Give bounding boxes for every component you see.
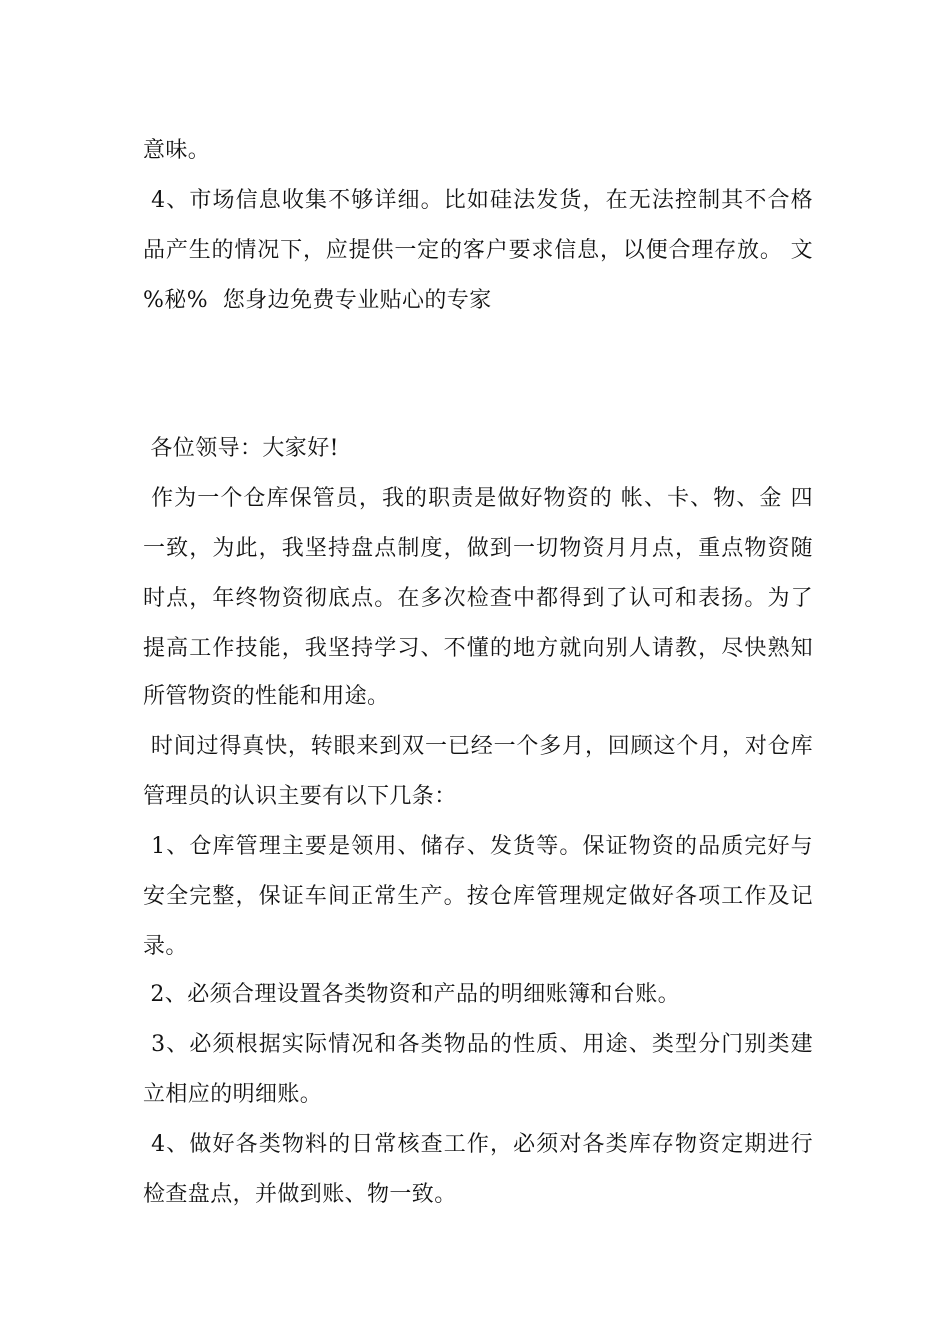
- greeting-line: 各位领导：大家好!: [143, 436, 339, 461]
- text-line: 品产生的情况下，应提供一定的客户要求信息，以便合理存放。 文: [143, 238, 813, 263]
- text-line: 一致，为此，我坚持盘点制度，做到一切物资月月点，重点物资随: [143, 536, 813, 561]
- text-line: 4、做好各类物料的日常核查工作，必须对各类库存物资定期进行: [143, 1132, 813, 1157]
- text-line: 1、仓库管理主要是领用、储存、发货等。保证物资的品质完好与: [143, 834, 813, 859]
- text-line: 所管物资的性能和用途。: [143, 684, 390, 709]
- text-line: 作为一个仓库保管员，我的职责是做好物资的 帐、卡、物、金 四: [143, 486, 813, 511]
- text-line: 立相应的明细账。: [143, 1082, 323, 1107]
- text-line: 检查盘点，并做到账、物一致。: [143, 1182, 457, 1207]
- text-line: 2、必须合理设置各类物资和产品的明细账簿和台账。: [143, 982, 680, 1007]
- text-line: 录。: [143, 934, 188, 959]
- text-line: 提高工作技能，我坚持学习、不懂的地方就向别人请教，尽快熟知: [143, 636, 813, 661]
- text-line: 时间过得真快，转眼来到双一已经一个多月，回顾这个月，对仓库: [143, 734, 813, 759]
- text-line: 管理员的认识主要有以下几条：: [143, 784, 457, 809]
- text-line: %秘% 您身边免费专业贴心的专家: [143, 288, 492, 313]
- text-line: 时点，年终物资彻底点。在多次检查中都得到了认可和表扬。为了: [143, 586, 813, 611]
- text-line: 4、市场信息收集不够详细。比如硅法发货，在无法控制其不合格: [143, 188, 813, 213]
- text-line: 安全完整，保证车间正常生产。按仓库管理规定做好各项工作及记: [143, 884, 813, 909]
- text-line: 意味。: [143, 138, 211, 163]
- text-line: 3、必须根据实际情况和各类物品的性质、用途、类型分门别类建: [143, 1032, 813, 1057]
